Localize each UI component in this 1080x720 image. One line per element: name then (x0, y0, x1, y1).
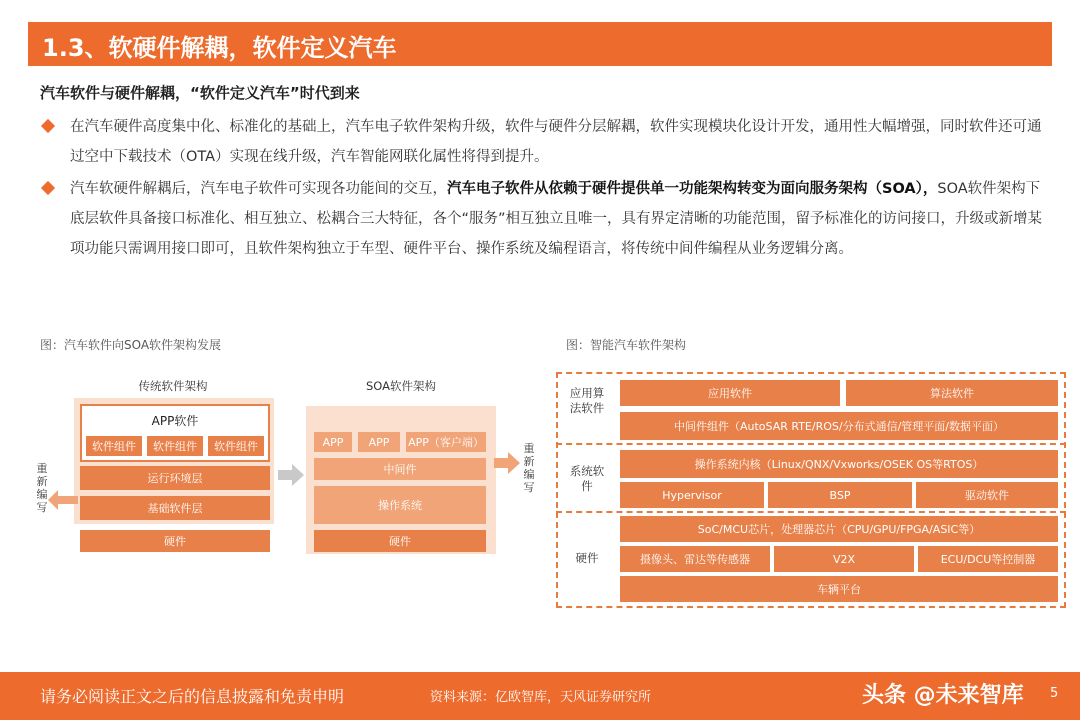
soa-hardware: 硬件 (314, 530, 486, 552)
recode-label-left: 重新编写 (36, 462, 48, 514)
base-software-layer: 基础软件层 (80, 496, 270, 520)
group-label-app-algo: 应用算法软件 (569, 386, 605, 415)
group-label-hardware: 硬件 (575, 551, 599, 565)
software-component: 软件组件 (86, 436, 142, 456)
soa-middleware: 中间件 (314, 458, 486, 480)
soa-app: APP (314, 432, 352, 452)
driver-software: 驱动软件 (916, 482, 1058, 508)
soc-chips: SoC/MCU芯片，处理器芯片（CPU/GPU/FPGA/ASIC等） (620, 516, 1058, 542)
footer-bar (0, 672, 1080, 720)
middleware-components: 中间件组件（AutoSAR RTE/ROS/分布式通信/管理平面/数据平面） (620, 412, 1058, 440)
figure-caption-left: 图：汽车软件向SOA软件架构发展 (40, 338, 222, 352)
figure-caption-right: 图：智能汽车软件架构 (566, 338, 687, 352)
software-component: 软件组件 (147, 436, 203, 456)
arrow-right-icon (278, 464, 304, 486)
page-number: 5 (1050, 686, 1059, 701)
watermark: 头条 @未来智库 (862, 683, 1024, 708)
group-label-system: 系统软件 (569, 464, 605, 493)
hypervisor: Hypervisor (620, 482, 764, 508)
soa-arch-title: SOA软件架构 (365, 379, 437, 393)
title-bar (28, 22, 1052, 66)
app-software: 应用软件 (620, 380, 840, 406)
bullet-item (40, 174, 1050, 264)
footer-disclaimer: 请务必阅读正文之后的信息披露和免责申明 (40, 687, 345, 706)
sensors: 摄像头、雷达等传感器 (620, 546, 770, 572)
vehicle-platform: 车辆平台 (620, 576, 1058, 602)
bullet-item (40, 112, 1050, 172)
soa-app-client: APP（客户端） (406, 432, 486, 452)
footer-source: 资料来源：亿欧智库，天风证券研究所 (430, 690, 652, 705)
recode-label-right: 重新编写 (523, 442, 535, 494)
diamond-bullet-icon (41, 119, 55, 133)
bsp: BSP (768, 482, 912, 508)
group-divider (556, 511, 1066, 513)
section-subhead: 汽车软件与硬件解耦，“软件定义汽车”时代到来 (40, 84, 360, 102)
bullet-text: 在汽车硬件高度集中化、标准化的基础上，汽车电子软件架构升级，软件与硬件分层解耦，软件实现模块化设计开发，通用性大幅增强，同时软件还可通过空中下载技术（OTA）实现在线升级，汽车智能网联化属性将得到提升。 (70, 119, 1042, 165)
diamond-bullet-icon (41, 181, 55, 195)
soa-app: APP (358, 432, 400, 452)
soa-operating-system: 操作系统 (314, 486, 486, 524)
algorithm-software: 算法软件 (846, 380, 1058, 406)
bullet-text: SOA软件架构下底层软件具备接口标准化、相互独立、松耦合三大特征，各个“服务”相互独立且唯一，具有界定清晰的功能范围，留予标准化的访问接口，升级或新增某项功能只需调用接口即可，且软件架构独立于车型、硬件平台、操作系统及编程语言，将传统中间件编程从业务逻辑分离。 (70, 181, 1043, 257)
hardware-layer: 硬件 (80, 530, 270, 552)
bullet-bold-text: 汽车电子软件从依赖于硬件提供单一功能架构转变为面向服务架构（SOA）， (447, 181, 938, 197)
app-software-label: APP软件 (151, 414, 199, 428)
group-divider (556, 443, 1066, 445)
page-title: 1.3、软硬件解耦，软件定义汽车 (42, 34, 397, 62)
v2x: V2X (774, 546, 914, 572)
os-kernel: 操作系统内核（Linux/QNX/Vxworks/OSEK OS等RTOS） (620, 450, 1058, 478)
traditional-arch-title: 传统软件架构 (138, 379, 208, 393)
arrow-right-icon (494, 452, 520, 474)
controllers: ECU/DCU等控制器 (918, 546, 1058, 572)
arrow-left-icon (48, 490, 78, 510)
software-component: 软件组件 (208, 436, 264, 456)
bullet-text: 汽车软硬件解耦后，汽车电子软件可实现各功能间的交互， (70, 181, 447, 197)
bullet-list (40, 112, 1050, 266)
runtime-layer: 运行环境层 (80, 466, 270, 490)
